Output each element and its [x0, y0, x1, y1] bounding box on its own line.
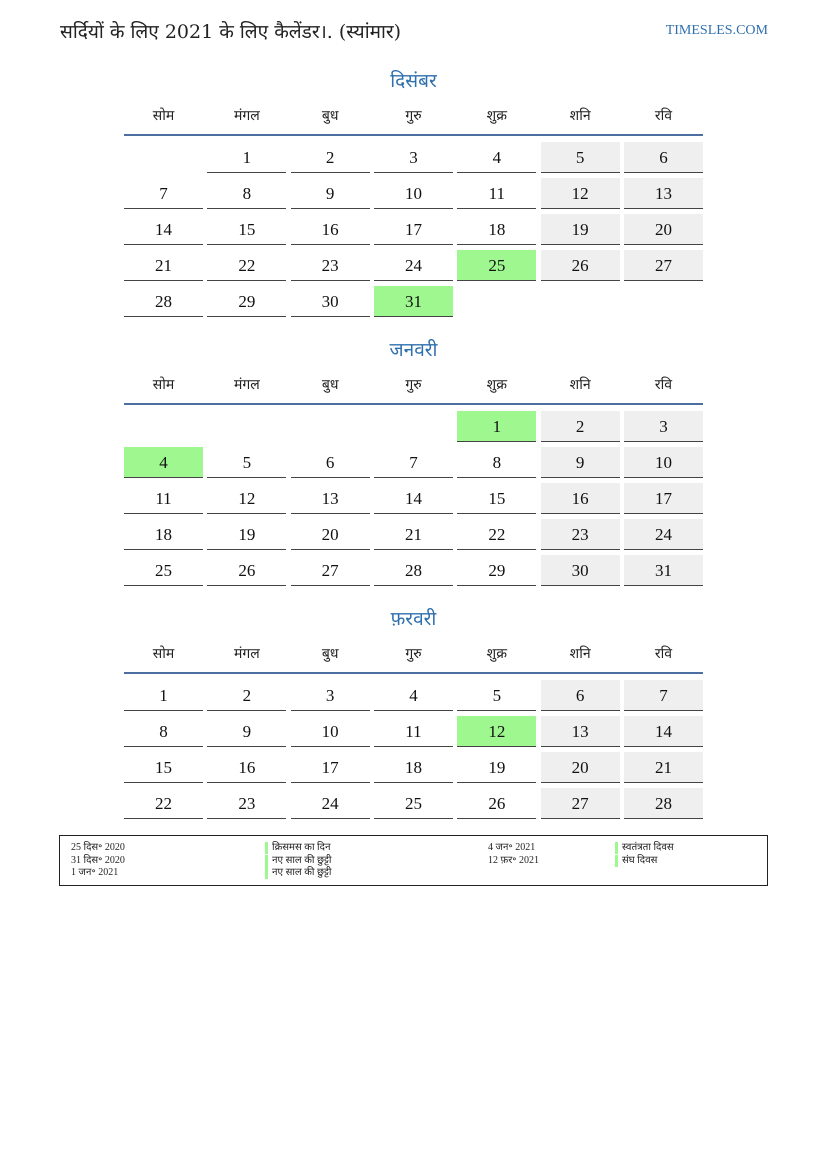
day-cell: 8 — [207, 178, 286, 209]
day-cell: 1 — [207, 142, 286, 173]
day-cell: 4 — [457, 142, 536, 173]
day-cell: 15 — [207, 214, 286, 245]
day-cell: 28 — [374, 555, 453, 586]
holiday-day-cell: 31 — [374, 286, 453, 317]
day-cell: 20 — [624, 214, 703, 245]
day-cell: 30 — [291, 286, 370, 317]
day-cell: 19 — [457, 752, 536, 783]
weekday-header — [124, 640, 703, 674]
day-cell: 10 — [624, 447, 703, 478]
day-cell: 9 — [207, 716, 286, 747]
week-row — [124, 714, 703, 750]
legend-holiday-name: संघ दिवस — [615, 855, 657, 867]
day-cell: 6 — [291, 447, 370, 478]
weekday-label: मंगल — [233, 108, 260, 124]
day-cell: 28 — [624, 788, 703, 819]
weekday-label: मंगल — [233, 377, 260, 393]
month-name: फ़रवरी — [390, 608, 437, 630]
day-cell: 4 — [374, 680, 453, 711]
day-cell: 6 — [541, 680, 620, 711]
day-cell: 12 — [541, 178, 620, 209]
day-cell: 27 — [291, 555, 370, 586]
day-cell: 15 — [124, 752, 203, 783]
weekday-label: सोम — [152, 646, 175, 662]
weekday-label: सोम — [152, 377, 175, 393]
day-cell: 9 — [291, 178, 370, 209]
day-cell: 18 — [124, 519, 203, 550]
day-cell: 24 — [374, 250, 453, 281]
week-row — [124, 284, 703, 320]
week-row — [124, 481, 703, 517]
day-cell: 29 — [207, 286, 286, 317]
day-cell: 2 — [207, 680, 286, 711]
day-cell: 7 — [624, 680, 703, 711]
day-cell: 22 — [207, 250, 286, 281]
empty-day-cell — [207, 411, 286, 442]
day-cell: 18 — [374, 752, 453, 783]
day-cell: 16 — [541, 483, 620, 514]
legend-date: 25 दिस॰ 2020 — [71, 842, 125, 853]
day-cell: 29 — [457, 555, 536, 586]
weekday-label: शुक्र — [486, 646, 507, 662]
day-cell: 19 — [207, 519, 286, 550]
site-link[interactable]: TIMESLES.COM — [665, 23, 768, 38]
day-cell: 20 — [541, 752, 620, 783]
weekday-label: बुध — [321, 646, 339, 662]
day-cell: 3 — [624, 411, 703, 442]
day-cell: 27 — [624, 250, 703, 281]
legend-date: 31 दिस॰ 2020 — [71, 855, 125, 866]
week-row — [124, 140, 703, 176]
day-cell: 14 — [374, 483, 453, 514]
holiday-day-cell: 4 — [124, 447, 203, 478]
holiday-legend — [59, 835, 768, 886]
week-row — [124, 517, 703, 553]
day-cell: 30 — [541, 555, 620, 586]
legend-holiday-name: स्वतंत्रता दिवस — [615, 842, 674, 854]
calendar-grid — [124, 140, 703, 320]
month-name: जनवरी — [389, 339, 438, 361]
day-cell: 22 — [124, 788, 203, 819]
weekday-label: गुरु — [405, 377, 422, 393]
empty-day-cell — [124, 411, 203, 442]
day-cell: 13 — [624, 178, 703, 209]
month-name: दिसंबर — [390, 70, 437, 92]
day-cell: 26 — [541, 250, 620, 281]
holiday-day-cell: 1 — [457, 411, 536, 442]
week-row — [124, 445, 703, 481]
weekday-label: शनि — [569, 646, 591, 662]
weekday-label: शुक्र — [486, 377, 507, 393]
day-cell: 25 — [374, 788, 453, 819]
weekday-label: बुध — [321, 377, 339, 393]
day-cell: 26 — [457, 788, 536, 819]
day-cell: 16 — [207, 752, 286, 783]
day-cell: 11 — [457, 178, 536, 209]
day-cell: 28 — [124, 286, 203, 317]
day-cell: 8 — [124, 716, 203, 747]
day-cell: 14 — [624, 716, 703, 747]
day-cell: 15 — [457, 483, 536, 514]
day-cell: 21 — [374, 519, 453, 550]
day-cell: 11 — [374, 716, 453, 747]
week-row — [124, 553, 703, 589]
day-cell: 17 — [374, 214, 453, 245]
weekday-label: रवि — [654, 108, 673, 124]
day-cell: 13 — [541, 716, 620, 747]
day-cell: 27 — [541, 788, 620, 819]
day-cell: 18 — [457, 214, 536, 245]
weekday-header — [124, 102, 703, 136]
weekday-label: शुक्र — [486, 108, 507, 124]
day-cell: 20 — [291, 519, 370, 550]
calendar-grid — [124, 409, 703, 589]
day-cell: 7 — [374, 447, 453, 478]
day-cell: 23 — [291, 250, 370, 281]
page-title: सर्दियों के लिए 2021 के लिए कैलेंडर।. (स्यांमार) — [60, 21, 402, 43]
day-cell: 9 — [541, 447, 620, 478]
week-row — [124, 409, 703, 445]
day-cell: 14 — [124, 214, 203, 245]
legend-date: 4 जन॰ 2021 — [488, 842, 536, 853]
empty-day-cell — [624, 286, 703, 317]
week-row — [124, 176, 703, 212]
day-cell: 3 — [291, 680, 370, 711]
day-cell: 13 — [291, 483, 370, 514]
day-cell: 17 — [291, 752, 370, 783]
weekday-label: गुरु — [405, 646, 422, 662]
weekday-label: सोम — [152, 108, 175, 124]
calendar-grid — [124, 678, 703, 822]
day-cell: 17 — [624, 483, 703, 514]
empty-day-cell — [457, 286, 536, 317]
day-cell: 5 — [207, 447, 286, 478]
empty-day-cell — [124, 142, 203, 173]
day-cell: 10 — [291, 716, 370, 747]
weekday-label: शनि — [569, 377, 591, 393]
day-cell: 24 — [291, 788, 370, 819]
empty-day-cell — [541, 286, 620, 317]
day-cell: 22 — [457, 519, 536, 550]
month-february — [124, 604, 703, 822]
day-cell: 1 — [124, 680, 203, 711]
day-cell: 23 — [207, 788, 286, 819]
day-cell: 6 — [624, 142, 703, 173]
empty-day-cell — [374, 411, 453, 442]
day-cell: 11 — [124, 483, 203, 514]
legend-date: 12 फ़र॰ 2021 — [488, 855, 540, 866]
day-cell: 21 — [624, 752, 703, 783]
holiday-day-cell: 25 — [457, 250, 536, 281]
day-cell: 16 — [291, 214, 370, 245]
day-cell: 24 — [624, 519, 703, 550]
day-cell: 25 — [124, 555, 203, 586]
weekday-label: बुध — [321, 108, 339, 124]
week-row — [124, 678, 703, 714]
week-row — [124, 248, 703, 284]
legend-holiday-name: नए साल की छुट्टी — [265, 867, 331, 879]
day-cell: 23 — [541, 519, 620, 550]
day-cell: 3 — [374, 142, 453, 173]
day-cell: 7 — [124, 178, 203, 209]
weekday-label: रवि — [654, 646, 673, 662]
day-cell: 26 — [207, 555, 286, 586]
day-cell: 12 — [207, 483, 286, 514]
day-cell: 5 — [541, 142, 620, 173]
month-january — [124, 335, 703, 589]
day-cell: 31 — [624, 555, 703, 586]
empty-day-cell — [291, 411, 370, 442]
day-cell: 10 — [374, 178, 453, 209]
weekday-header — [124, 371, 703, 405]
week-row — [124, 750, 703, 786]
legend-holiday-name: क्रिसमस का दिन — [265, 842, 331, 854]
legend-date: 1 जन॰ 2021 — [71, 867, 119, 878]
day-cell: 19 — [541, 214, 620, 245]
weekday-label: मंगल — [233, 646, 260, 662]
legend-holiday-name: नए साल की छुट्टी — [265, 855, 331, 867]
day-cell: 5 — [457, 680, 536, 711]
holiday-day-cell: 12 — [457, 716, 536, 747]
weekday-label: रवि — [654, 377, 673, 393]
day-cell: 2 — [291, 142, 370, 173]
month-december — [124, 66, 703, 320]
week-row — [124, 786, 703, 822]
weekday-label: गुरु — [405, 108, 422, 124]
weekday-label: शनि — [569, 108, 591, 124]
day-cell: 21 — [124, 250, 203, 281]
week-row — [124, 212, 703, 248]
day-cell: 8 — [457, 447, 536, 478]
day-cell: 2 — [541, 411, 620, 442]
